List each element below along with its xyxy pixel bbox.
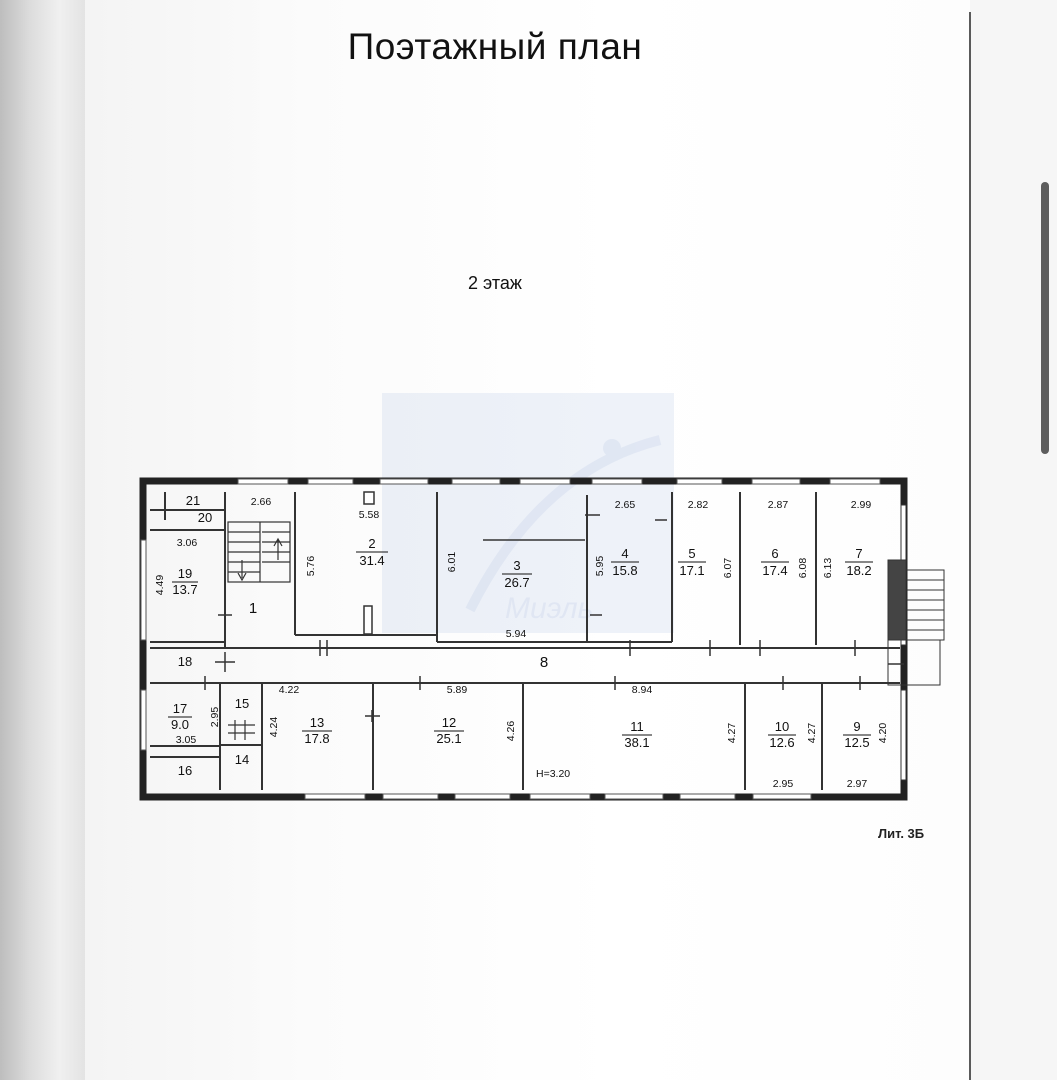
dim-2-95-a: 2.95 — [209, 706, 221, 728]
room-4-number: 4 — [621, 546, 629, 561]
room-1-number: 1 — [248, 600, 258, 617]
dim-3-06: 3.06 — [176, 537, 198, 549]
room-15-number: 15 — [234, 696, 250, 711]
small-stair-icon — [228, 720, 255, 740]
room-6-area: 17.4 — [762, 563, 788, 578]
room-4-area: 15.8 — [612, 563, 638, 578]
room-13-area: 17.8 — [304, 731, 330, 746]
watermark-swoosh — [470, 439, 660, 625]
ceiling-height-note: H=3.20 — [536, 768, 571, 780]
room-10-area: 12.6 — [769, 735, 795, 750]
dim-5-76: 5.76 — [305, 555, 317, 577]
dim-8-94: 8.94 — [631, 684, 653, 696]
dim-4-26: 4.26 — [505, 720, 517, 742]
room-17-number: 17 — [172, 701, 188, 716]
dim-3-05: 3.05 — [175, 734, 197, 746]
floor-label: 2 этаж — [468, 273, 522, 293]
room-5-area: 17.1 — [679, 563, 705, 578]
dim-5-95: 5.95 — [594, 555, 606, 577]
room-18-number: 18 — [177, 654, 193, 669]
room-20-number: 20 — [197, 510, 213, 525]
dim-4-20: 4.20 — [877, 722, 889, 744]
room-19-area: 13.7 — [172, 582, 198, 597]
room-2-area: 31.4 — [359, 553, 385, 568]
room-5-number: 5 — [688, 546, 696, 561]
dim-2-87: 2.87 — [767, 499, 789, 511]
room-17-area: 9.0 — [170, 717, 190, 732]
dim-5-89: 5.89 — [446, 684, 468, 696]
dim-6-07: 6.07 — [722, 557, 734, 579]
page-title: Поэтажный план — [347, 26, 643, 67]
dim-2-95-b: 2.95 — [772, 778, 794, 790]
room-16-number: 16 — [177, 763, 193, 778]
room-8-number: 8 — [539, 654, 549, 671]
dim-2-97: 2.97 — [846, 778, 868, 790]
dim-6-13: 6.13 — [822, 557, 834, 579]
room-2-number: 2 — [368, 536, 376, 551]
dim-2-66: 2.66 — [250, 496, 272, 508]
stair-icon — [228, 522, 290, 582]
room-13-number: 13 — [309, 715, 325, 730]
dim-4-24: 4.24 — [268, 716, 280, 738]
room-10-number: 10 — [774, 719, 790, 734]
room-7-area: 18.2 — [846, 563, 872, 578]
room-3-area: 26.7 — [504, 575, 530, 590]
right-porch — [888, 505, 944, 780]
dim-5-58: 5.58 — [358, 509, 380, 521]
top-windows — [238, 479, 880, 484]
dim-6-08: 6.08 — [797, 557, 809, 579]
dim-4-27-b: 4.27 — [806, 722, 818, 744]
dim-4-49: 4.49 — [154, 574, 166, 596]
room-9-area: 12.5 — [844, 735, 870, 750]
room-3-number: 3 — [513, 558, 521, 573]
room-19-number: 19 — [177, 566, 193, 581]
dim-5-94: 5.94 — [505, 628, 527, 640]
lit-label: Лит. 3Б — [878, 826, 925, 841]
room-9-number: 9 — [853, 719, 861, 734]
room-11-area: 38.1 — [624, 735, 650, 750]
dim-6-01: 6.01 — [446, 551, 458, 573]
room-21-number: 21 — [185, 493, 201, 508]
dim-4-27-a: 4.27 — [726, 722, 738, 744]
dim-2-99: 2.99 — [850, 499, 872, 511]
room-6-number: 6 — [771, 546, 779, 561]
dim-2-82: 2.82 — [687, 499, 709, 511]
watermark-text: Миэль — [505, 592, 594, 625]
room-11-number: 11 — [630, 719, 644, 734]
dim-2-65: 2.65 — [614, 499, 636, 511]
room-12-number: 12 — [441, 715, 457, 730]
room-14-number: 14 — [234, 752, 250, 767]
room-12-area: 25.1 — [436, 731, 462, 746]
room-7-number: 7 — [855, 546, 863, 561]
dim-4-22: 4.22 — [278, 684, 300, 696]
